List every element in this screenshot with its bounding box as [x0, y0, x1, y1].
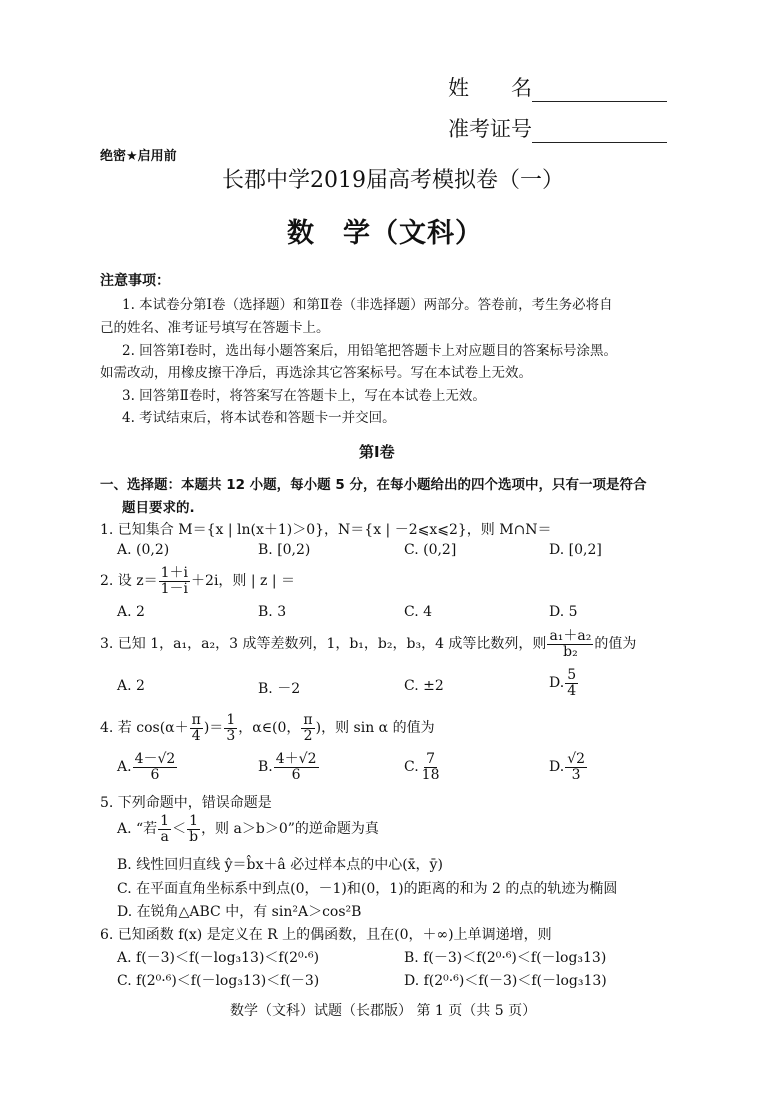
q6-option-a: A. f(－3)＜f(－log₃13)＜f(2⁰·⁶)	[117, 950, 320, 966]
question-1-stem: 1. 已知集合 M＝{x | ln(x＋1)＞0}，N＝{x | －2⩽x⩽2}，则 M∩N＝	[100, 522, 552, 538]
q4-a-num: 4－√2	[134, 751, 176, 767]
q3-option-c: C. ±2	[404, 678, 444, 694]
q4-d-fraction	[565, 752, 587, 782]
q4-option-b	[258, 752, 320, 782]
page-footer: 数学（文科）试题（长郡版） 第 1 页（共 5 页）	[230, 1003, 537, 1019]
q4-a-den: 6	[150, 766, 160, 783]
subject-title: 数 学（文科）	[287, 218, 483, 249]
question-4-stem	[100, 713, 435, 743]
q5-a-n1: 1	[160, 813, 170, 829]
q3-d-numerator: 5	[567, 667, 577, 683]
q1-option-a: A. (0,2)	[117, 542, 170, 558]
q4-pi2-den: 2	[303, 727, 313, 744]
q6-option-b: B. f(－3)＜f(2⁰·⁶)＜f(－log₃13)	[404, 950, 607, 966]
q4-a-label: A.	[117, 759, 132, 776]
question-5-stem: 5. 下列命题中，错误命题是	[100, 795, 272, 811]
q3-suffix: 的值为	[594, 636, 637, 653]
exam-id-label: 准考证号	[448, 117, 532, 141]
question-3-stem	[100, 629, 636, 659]
q4-pi-over-4	[190, 713, 203, 743]
q2-denominator: 1－i	[160, 580, 189, 597]
exam-id-row	[448, 113, 667, 143]
q5-option-c: C. 在平面直角坐标系中到点(0，－1)和(0，1)的距离的和为 2 的点的轨迹为椭圆	[117, 881, 618, 897]
q4-d-den: 3	[571, 766, 581, 783]
q5-option-d: D. 在锐角△ABC 中，有 sin²A＞cos²B	[117, 904, 362, 920]
q2-option-a: A. 2	[117, 604, 145, 620]
name-field-row	[448, 72, 667, 102]
q6-option-c: C. f(2⁰·⁶)＜f(－log₃13)＜f(－3)	[117, 973, 320, 989]
exam-title: 长郡中学2019届高考模拟卷（一）	[222, 168, 564, 193]
q4-pi-over-2	[301, 713, 314, 743]
q4-pi4-den: 4	[191, 727, 201, 744]
q4-c-den: 18	[421, 766, 440, 783]
q4-b-label: B.	[258, 759, 273, 776]
notice-item-1: 1. 本试卷分第Ⅰ卷（选择题）和第Ⅱ卷（非选择题）两部分。答卷前，考生务必将自	[122, 297, 613, 313]
q3-numerator: a₁＋a₂	[549, 628, 592, 644]
q4-part-3: ，α∈(0，	[238, 720, 301, 737]
q4-b-fraction	[274, 752, 319, 782]
q4-v-num: 1	[226, 712, 236, 728]
q3-d-fraction	[565, 668, 578, 698]
q1-option-b: B. [0,2)	[258, 542, 311, 558]
q4-c-num: 7	[426, 751, 436, 767]
q2-option-d: D. 5	[549, 604, 578, 620]
q3-option-a: A. 2	[117, 678, 145, 694]
q4-pi4-num: π	[191, 712, 201, 728]
q5-option-b: B. 线性回归直线 ŷ＝b̂x＋â 必过样本点的中心(x̄，ȳ)	[117, 857, 443, 873]
q4-c-label: C.	[404, 759, 419, 776]
q5-a-part-2: ，则 a＞b＞0”的逆命题为真	[201, 821, 379, 838]
notice-heading: 注意事项：	[100, 273, 170, 289]
q2-suffix: ＋2i，则 | z | ＝	[191, 573, 296, 590]
q3-d-denominator: 4	[567, 682, 577, 699]
q6-option-d: D. f(2⁰·⁶)＜f(－3)＜f(－log₃13)	[404, 973, 607, 989]
question-6-stem: 6. 已知函数 f(x) 是定义在 R 上的偶函数，且在(0，＋∞)上单调递增，则	[100, 927, 552, 943]
q4-d-num: √2	[567, 751, 586, 767]
notice-item-3: 3. 回答第Ⅱ卷时，将答案写在答题卡上，写在本试卷上无效。	[122, 388, 486, 404]
name-label: 姓 名	[448, 76, 532, 100]
confidential-mark: 绝密★启用前	[100, 149, 177, 164]
q4-v-den: 3	[226, 727, 236, 744]
q3-d-label: D.	[549, 675, 565, 692]
notice-item-4: 4. 考试结束后，将本试卷和答题卡一并交回。	[122, 410, 396, 426]
q2-option-b: B. 3	[258, 604, 287, 620]
q5-a-less-than: ＜	[172, 821, 187, 838]
exam-id-blank	[532, 120, 667, 143]
notice-item-1-cont: 己的姓名、准考证号填写在答题卡上。	[100, 320, 330, 336]
q4-option-d	[549, 752, 588, 782]
q5-a-n2: 1	[189, 813, 199, 829]
q4-d-label: D.	[549, 759, 565, 776]
q4-option-c	[404, 752, 443, 782]
q2-numerator: 1＋i	[160, 565, 189, 581]
part-heading-cont: 题目要求的.	[122, 500, 195, 516]
q1-option-c: C. (0,2]	[404, 542, 457, 558]
q4-part-1: 4. 若 cos(α＋	[100, 720, 189, 737]
part-heading: 一、选择题：本题共 12 小题，每小题 5 分，在每小题给出的四个选项中，只有一项是符合	[100, 477, 647, 493]
q5-option-a	[117, 814, 379, 844]
q4-pi2-num: π	[303, 712, 313, 728]
q3-option-b: B. －2	[258, 681, 301, 697]
q5-a-d1: a	[160, 828, 169, 845]
q4-option-a	[117, 752, 178, 782]
q3-option-d	[549, 668, 579, 698]
question-2-stem	[100, 566, 295, 596]
volume-title: 第Ⅰ卷	[359, 443, 395, 461]
q4-one-third	[224, 713, 237, 743]
q3-denominator: b₂	[563, 643, 578, 660]
q5-a-part-1: A. “若	[117, 821, 158, 838]
q4-part-4: )，则 sin α 的值为	[315, 720, 435, 737]
q3-prefix: 3. 已知 1，a₁，a₂，3 成等差数列，1，b₁，b₂，b₃，4 成等比数列，则	[100, 636, 547, 653]
q4-a-fraction	[133, 752, 178, 782]
q4-part-2: )＝	[203, 720, 224, 737]
notice-item-2-cont: 如需改动，用橡皮擦干净后，再选涂其它答案标号。写在本试卷上无效。	[100, 365, 532, 381]
q2-prefix: 2. 设 z＝	[100, 573, 158, 590]
q5-a-d2: b	[189, 828, 199, 845]
q5-a-frac-1	[158, 814, 171, 844]
q1-option-d: D. [0,2]	[549, 542, 602, 558]
q4-b-num: 4＋√2	[275, 751, 317, 767]
q5-a-frac-2	[187, 814, 200, 844]
q4-b-den: 6	[291, 766, 301, 783]
q2-fraction	[159, 566, 190, 596]
q3-fraction	[547, 629, 593, 659]
q4-c-fraction	[420, 752, 442, 782]
name-blank	[532, 79, 667, 102]
notice-item-2: 2. 回答第Ⅰ卷时，选出每小题答案后，用铅笔把答题卡上对应题目的答案标号涂黑。	[122, 343, 618, 359]
q2-option-c: C. 4	[404, 604, 433, 620]
